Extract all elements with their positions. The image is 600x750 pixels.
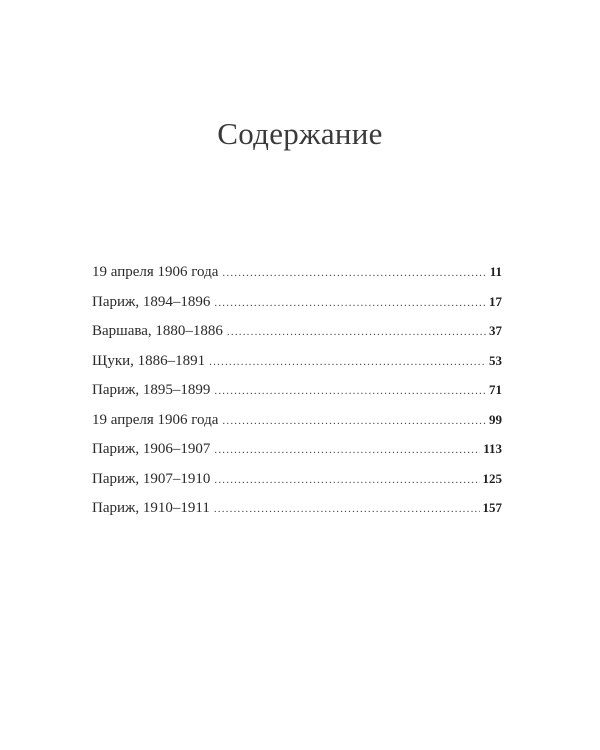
- toc-entry: [92, 412, 502, 442]
- toc-entry-page: 71: [489, 382, 502, 397]
- dot-leader: [209, 356, 486, 368]
- toc-entry: [92, 353, 502, 383]
- toc-entry-title: 19 апреля 1906 года: [92, 411, 219, 428]
- dot-leader: [214, 297, 486, 309]
- toc-entry-title: Щуки, 1886–1891: [92, 352, 206, 369]
- toc-entry: [92, 500, 502, 530]
- toc-entry-title: 19 апреля 1906 года: [92, 264, 219, 280]
- toc-entry: [92, 294, 502, 324]
- toc-entry-page: 99: [489, 411, 502, 427]
- toc-entry: [92, 471, 502, 501]
- toc-entry: [92, 264, 502, 294]
- toc-entry-title: Париж, 1910–1911: [92, 500, 210, 516]
- toc-entry-title: Париж, 1907–1910: [92, 470, 211, 487]
- toc-entry-title: Париж, 1906–1907: [92, 441, 211, 457]
- dot-leader: [222, 415, 486, 427]
- toc-entry-page: 113: [483, 441, 502, 456]
- dot-leader: [222, 267, 486, 279]
- dot-leader: [214, 474, 479, 486]
- toc-entry-page: 125: [482, 470, 502, 486]
- toc-entry: [92, 382, 502, 412]
- toc-entry-page: 37: [489, 323, 502, 338]
- toc-entry-page: 157: [482, 500, 502, 515]
- dot-leader: [214, 444, 480, 456]
- dot-leader: [214, 385, 486, 397]
- table-of-contents: [92, 264, 502, 530]
- toc-entry-title: Париж, 1895–1899: [92, 382, 211, 398]
- dot-leader: [214, 503, 480, 515]
- toc-entry-page: 53: [489, 352, 502, 368]
- dot-leader: [227, 326, 486, 338]
- toc-entry: [92, 323, 502, 353]
- toc-entry-page: 17: [489, 293, 502, 309]
- toc-entry-title: Варшава, 1880–1886: [92, 323, 223, 339]
- page-title: Содержание: [217, 116, 383, 151]
- toc-entry-title: Париж, 1894–1896: [92, 293, 211, 310]
- toc-entry: [92, 441, 502, 471]
- toc-entry-page: 11: [489, 264, 502, 279]
